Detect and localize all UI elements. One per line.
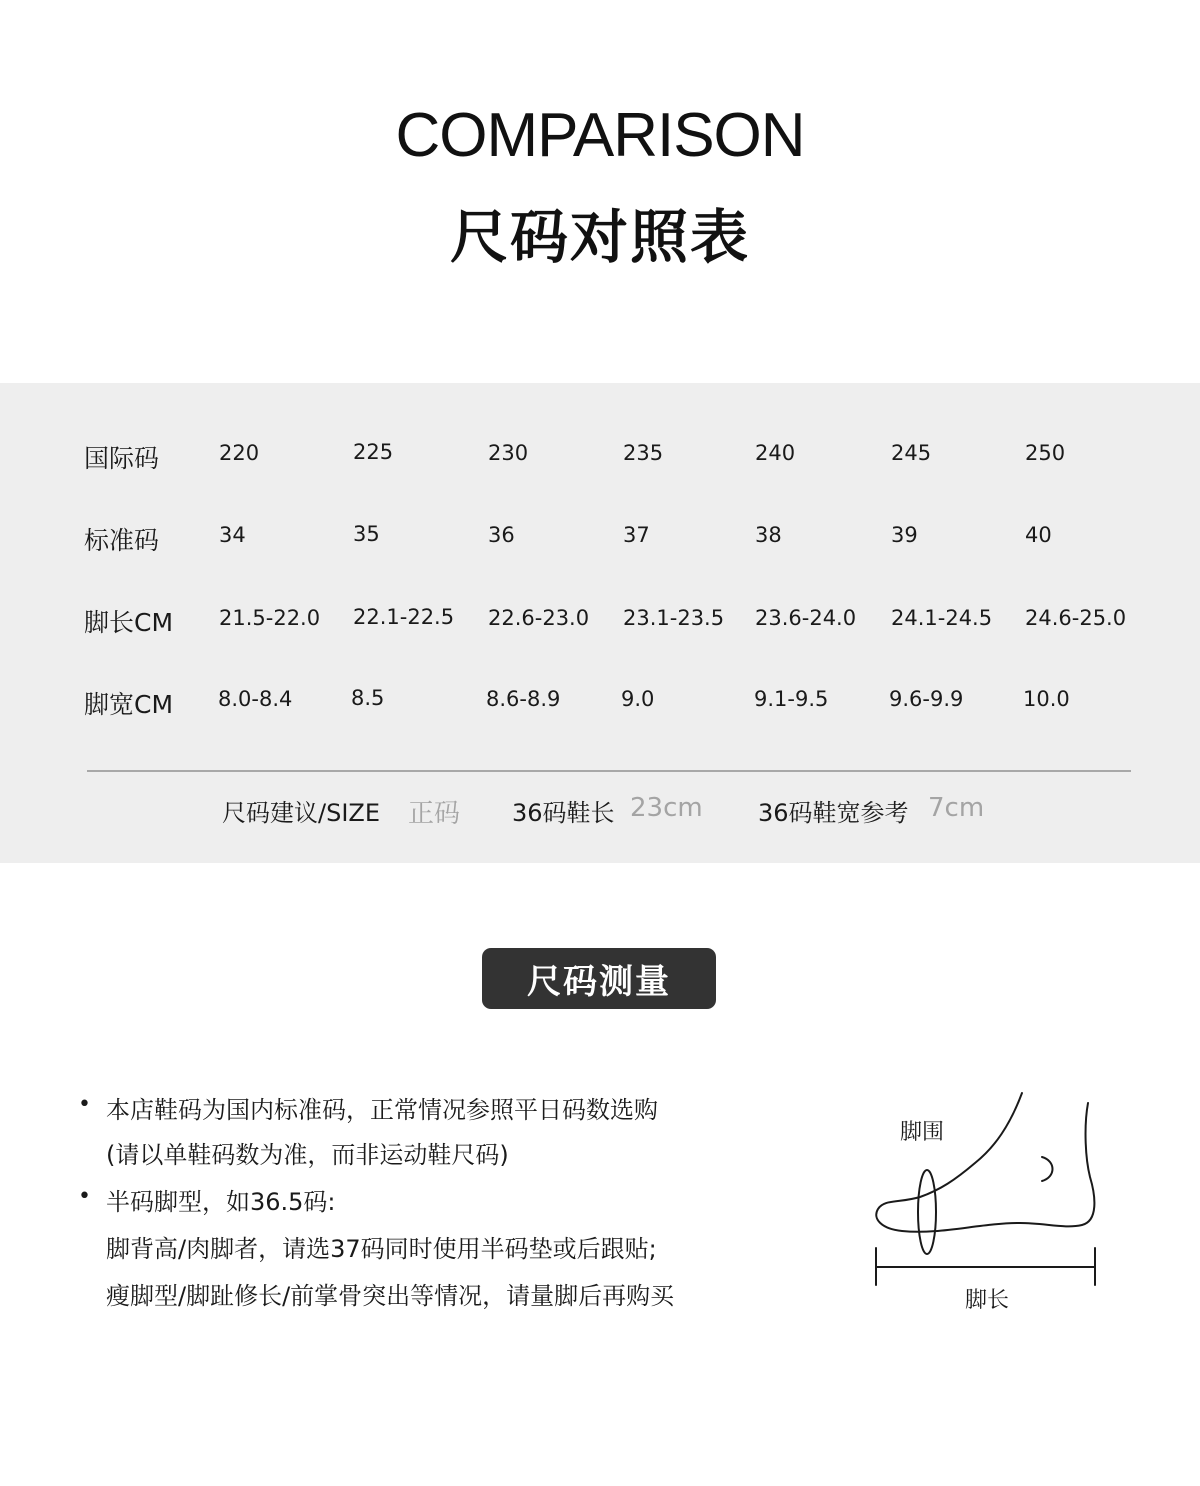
shoe-width-label: 36码鞋宽参考	[758, 799, 909, 827]
table-cell: 35	[353, 522, 380, 546]
table-cell: 9.0	[621, 687, 655, 711]
shoe-length-value: 23cm	[630, 793, 703, 823]
shoe-length-label: 36码鞋长	[512, 799, 615, 827]
table-cell: 250	[1025, 441, 1066, 465]
table-cell: 240	[755, 441, 796, 465]
bullet-glyph: •	[78, 1184, 91, 1209]
table-cell: 230	[488, 441, 529, 465]
length-label: 脚长	[965, 1288, 1010, 1313]
table-cell: 10.0	[1023, 687, 1070, 711]
title-chinese: 尺码对照表	[449, 203, 750, 271]
table-cell: 40	[1025, 523, 1052, 547]
note-line: 本店鞋码为国内标准码，正常情况参照平日码数选购	[106, 1096, 658, 1124]
note-line: 瘦脚型/脚趾修长/前掌骨突出等情况，请量脚后再购买	[106, 1282, 675, 1310]
table-cell: 235	[623, 441, 664, 465]
foot-measurement-diagram	[860, 1085, 1130, 1325]
table-cell: 34	[219, 523, 246, 547]
table-cell: 8.5	[351, 686, 385, 710]
note-line: 半码脚型，如36.5码:	[106, 1188, 336, 1216]
table-cell: 9.6-9.9	[889, 687, 964, 711]
note-line: 脚背高/肉脚者，请选37码同时使用半码垫或后跟贴;	[106, 1235, 657, 1263]
table-cell: 24.1-24.5	[891, 606, 993, 630]
table-cell: 8.6-8.9	[486, 687, 561, 711]
measurement-heading: 尺码测量	[482, 948, 716, 1009]
row-label-standard: 标准码	[84, 526, 160, 555]
row-label-foot-length: 脚长CM	[84, 608, 174, 637]
size-suggestion-value: 正码	[408, 799, 461, 829]
table-cell: 225	[353, 440, 394, 464]
table-cell: 22.1-22.5	[353, 605, 455, 629]
note-line: (请以单鞋码数为准，而非运动鞋尺码)	[106, 1141, 509, 1169]
shoe-width-value: 7cm	[928, 793, 985, 823]
table-cell: 21.5-22.0	[219, 606, 321, 630]
table-cell: 37	[623, 523, 650, 547]
table-cell: 22.6-23.0	[488, 606, 590, 630]
table-cell: 24.6-25.0	[1025, 606, 1127, 630]
table-cell: 9.1-9.5	[754, 687, 829, 711]
table-cell: 245	[891, 441, 932, 465]
table-cell: 23.1-23.5	[623, 606, 725, 630]
size-table-band	[0, 383, 1200, 863]
table-cell: 38	[755, 523, 782, 547]
row-label-foot-width: 脚宽CM	[84, 690, 174, 719]
girth-label: 脚围	[900, 1120, 945, 1145]
row-label-international: 国际码	[84, 444, 160, 473]
table-cell: 23.6-24.0	[755, 606, 857, 630]
table-cell: 39	[891, 523, 918, 547]
table-divider	[87, 770, 1131, 772]
table-cell: 220	[219, 441, 260, 465]
title-english: COMPARISON	[395, 101, 805, 170]
table-cell: 8.0-8.4	[218, 687, 293, 711]
table-cell: 36	[488, 523, 515, 547]
bullet-glyph: •	[78, 1092, 91, 1117]
size-suggestion-label: 尺码建议/SIZE	[222, 799, 381, 827]
